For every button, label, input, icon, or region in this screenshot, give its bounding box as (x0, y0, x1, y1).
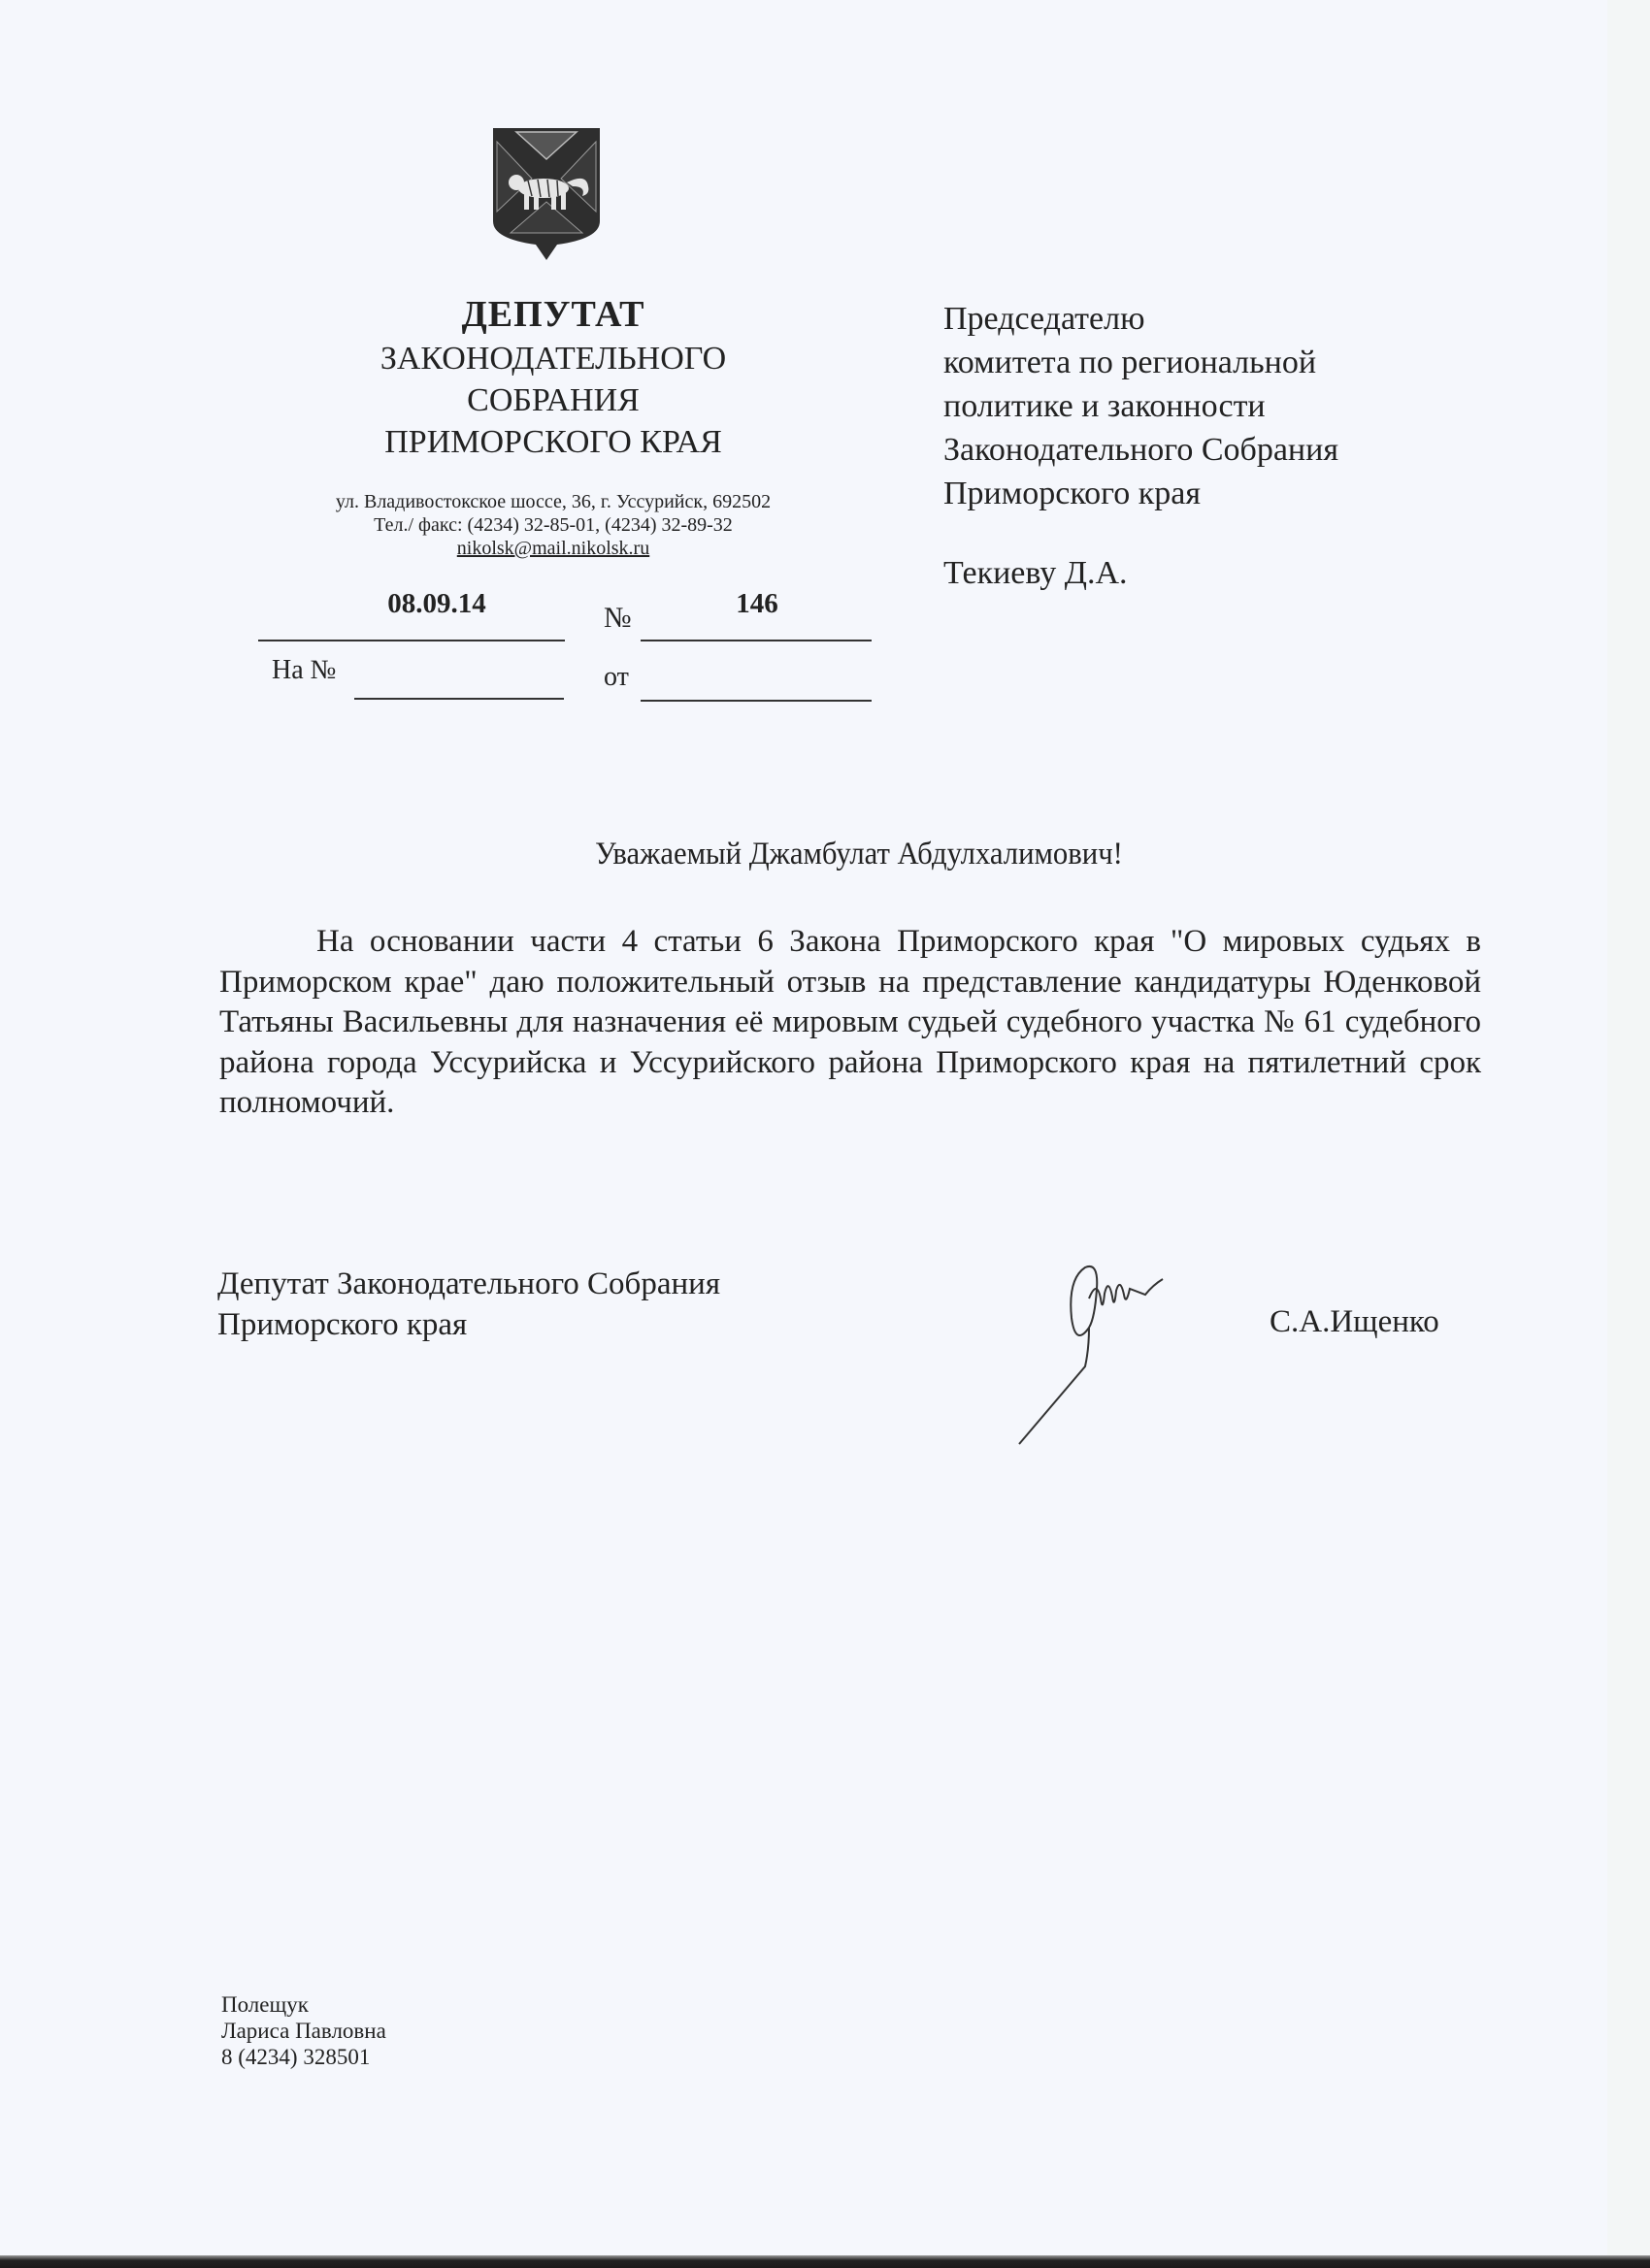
executor-block (221, 1991, 386, 2070)
outgoing-date: 08.09.14 (387, 588, 486, 619)
executor-surname: Полещук (221, 1992, 309, 2017)
scan-right-edge (1607, 0, 1650, 2255)
letterhead-line: ЗАКОНОДАТЕЛЬНОГО (380, 341, 727, 377)
date-underline (258, 640, 565, 641)
addressee-name: Текиеву Д.А. (943, 555, 1128, 591)
letterhead-contacts (281, 490, 825, 560)
signer-role-line: Приморского края (217, 1307, 468, 1342)
body-paragraph: На основании части 4 статьи 6 Закона Приморского края "О мировых судьях в Приморском крае" даю положительный отзыв на представление кандидатуры Юденковой Татьяны Васильевны для назначения её мировым судьей судебного участка № 61 судебного района города Уссурийска и Уссурийского района Приморского края на пятилетний срок полномочий. (219, 924, 1481, 1120)
executor-given-name: Лариса Павловна (221, 2019, 386, 2043)
outgoing-number: 146 (736, 588, 778, 619)
sender-phone: Тел./ факс: (4234) 32-85-01, (4234) 32-89-32 (374, 514, 733, 536)
reply-to-label: На № (272, 655, 337, 685)
salutation: Уважаемый Джамбулат Абдулхалимович! (595, 837, 1123, 871)
letterhead-line: СОБРАНИЯ (467, 382, 640, 418)
number-underline (641, 640, 872, 641)
scan-bottom-edge (0, 2255, 1650, 2268)
addressee-line: Приморского края (943, 476, 1201, 511)
sender-address: ул. Владивостокское шоссе, 36, г. Уссурийск, 692502 (335, 491, 772, 512)
signer-name: С.А.Ищенко (1270, 1304, 1439, 1339)
addressee-block (943, 297, 1338, 515)
sender-email-link[interactable]: nikolsk@mail.nikolsk.ru (456, 538, 650, 559)
letter-body (219, 922, 1481, 1124)
reply-to-underline (354, 698, 564, 700)
number-label: № (604, 602, 632, 634)
signer-role-line: Депутат Законодательного Собрания (217, 1266, 720, 1301)
addressee-line: политике и законности (943, 388, 1266, 424)
addressee-line: комитета по региональной (943, 345, 1317, 380)
executor-phone: 8 (4234) 328501 (221, 2045, 371, 2069)
coat-of-arms-icon (489, 124, 604, 262)
letterhead-line: ПРИМОРСКОГО КРАЯ (384, 424, 722, 460)
addressee-line: Законодательного Собрания (943, 432, 1338, 468)
signer-role (217, 1264, 720, 1345)
addressee-line: Председателю (943, 301, 1145, 337)
letterhead-title: ДЕПУТАТ (461, 294, 645, 335)
handwritten-signature-icon (1007, 1260, 1260, 1454)
from-underline (641, 700, 872, 702)
from-label: от (604, 662, 629, 692)
